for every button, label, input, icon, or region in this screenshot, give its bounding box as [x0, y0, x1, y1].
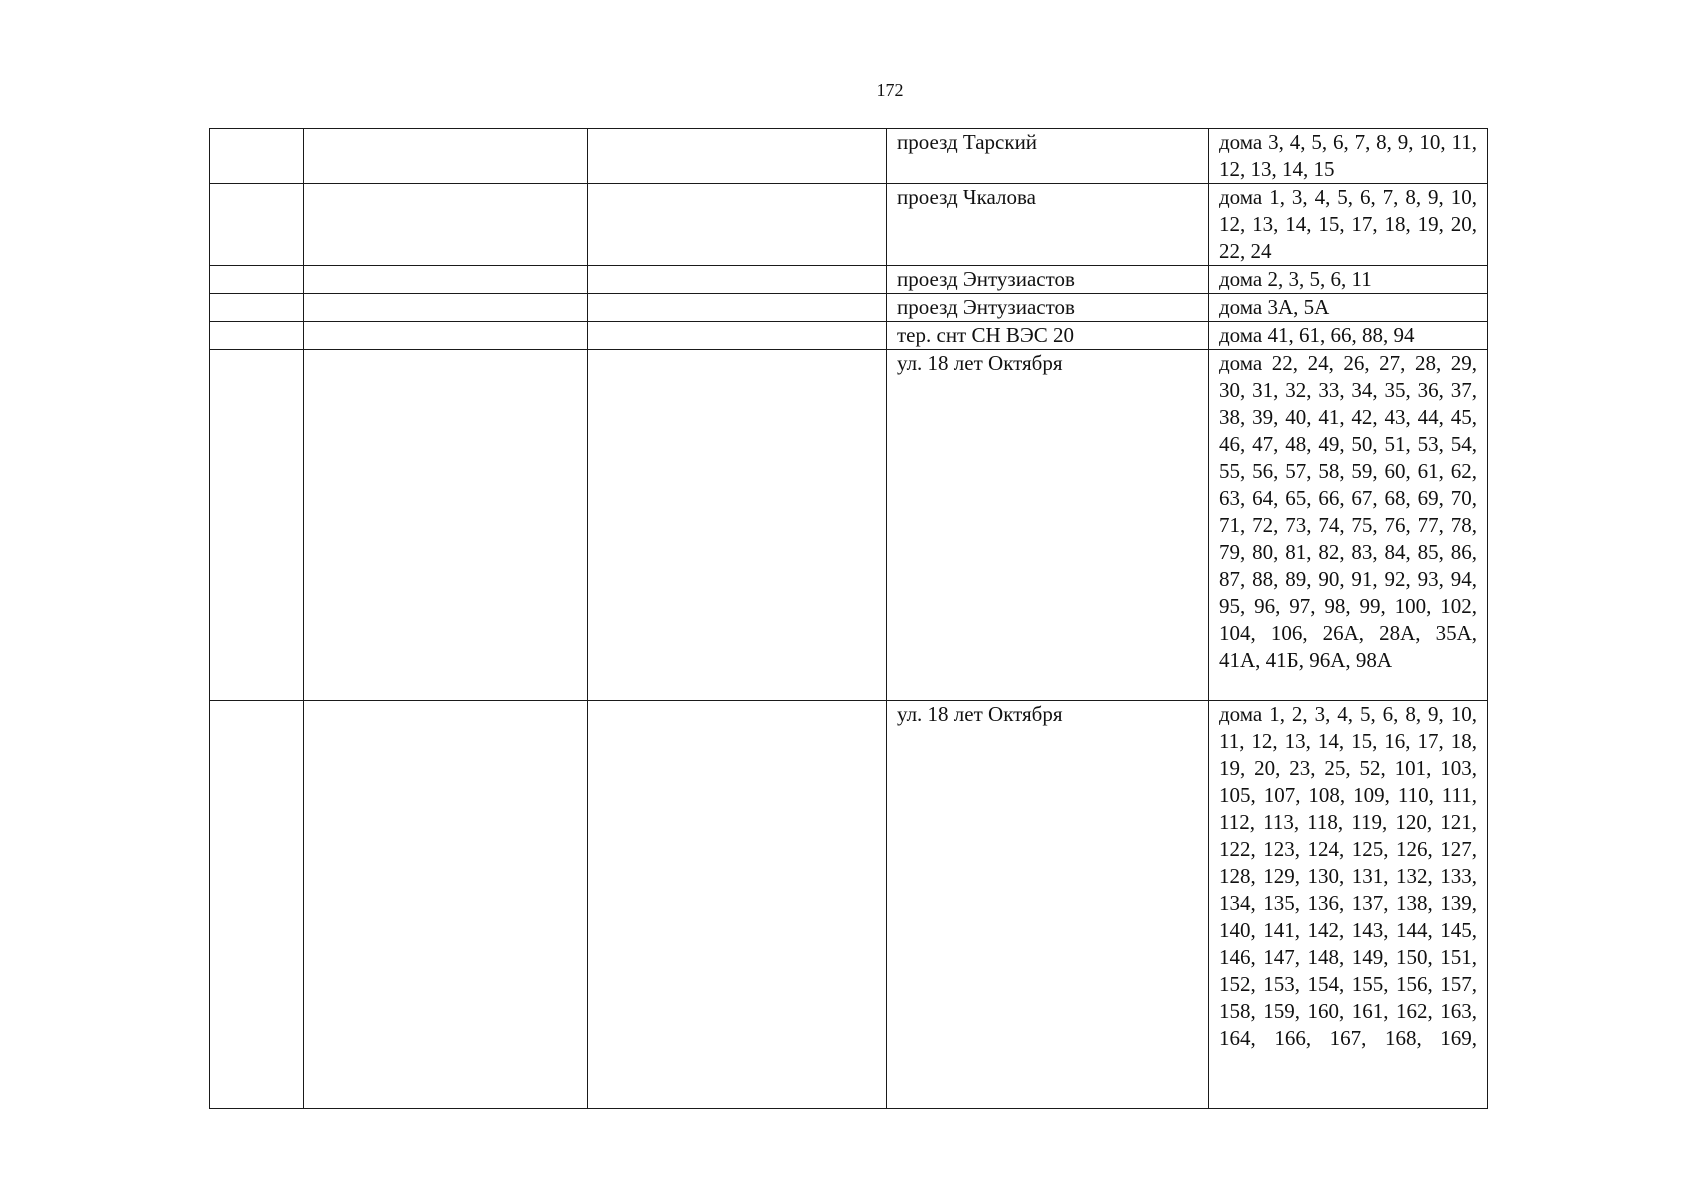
empty-cell [588, 322, 887, 350]
empty-cell [210, 701, 304, 1109]
street-name: проезд Энтузиастов [887, 294, 1209, 322]
street-name: ул. 18 лет Октября [887, 701, 1209, 1109]
house-numbers: дома 3, 4, 5, 6, 7, 8, 9, 10, 11, 12, 13, 14, 15 [1209, 129, 1488, 184]
empty-cell [304, 701, 588, 1109]
address-table [209, 128, 1488, 1109]
street-name: тер. снт СН ВЭС 20 [887, 322, 1209, 350]
empty-cell [588, 294, 887, 322]
table-row [210, 129, 1488, 184]
page-number: 172 [876, 80, 904, 100]
empty-cell [210, 350, 304, 701]
empty-cell [210, 129, 304, 184]
house-numbers: дома 3А, 5А [1209, 294, 1488, 322]
empty-cell [304, 129, 588, 184]
empty-cell [304, 322, 588, 350]
table-row [210, 701, 1488, 1109]
table-row [210, 266, 1488, 294]
house-numbers: дома 41, 61, 66, 88, 94 [1209, 322, 1488, 350]
table-row [210, 294, 1488, 322]
street-name: ул. 18 лет Октября [887, 350, 1209, 701]
empty-cell [210, 266, 304, 294]
empty-cell [304, 294, 588, 322]
empty-cell [304, 266, 588, 294]
house-numbers: дома 22, 24, 26, 27, 28, 29, 30, 31, 32, 33, 34, 35, 36, 37, 38, 39, 40, 41, 42, 43, 44, 45, 46, 47, 48, 49, 50, 51, 53, 54, 55, 56, 57, 58, 59, 60, 61, 62, 63, 64, 65, 66, 67, 68, 69, 70, 71, 72, 73, 74, 75, 76, 77, 78, 79, 80, 81, 82, 83, 84, 85, 86, 87, 88, 89, 90, 91, 92, 93, 94, 95, 96, 97, 98, 99, 100, 102, 104, 106, 26А, 28А, 35А, 41А, 41Б, 96А, 98А [1209, 350, 1488, 701]
empty-cell [588, 266, 887, 294]
table-row [210, 184, 1488, 266]
empty-cell [210, 184, 304, 266]
empty-cell [210, 294, 304, 322]
table-row [210, 350, 1488, 701]
street-name: проезд Чкалова [887, 184, 1209, 266]
empty-cell [588, 129, 887, 184]
empty-cell [210, 322, 304, 350]
empty-cell [588, 701, 887, 1109]
empty-cell [304, 184, 588, 266]
empty-cell [304, 350, 588, 701]
street-name: проезд Энтузиастов [887, 266, 1209, 294]
street-name: проезд Тарский [887, 129, 1209, 184]
table-row [210, 322, 1488, 350]
house-numbers: дома 1, 3, 4, 5, 6, 7, 8, 9, 10, 12, 13, 14, 15, 17, 18, 19, 20, 22, 24 [1209, 184, 1488, 266]
empty-cell [588, 184, 887, 266]
house-numbers: дома 2, 3, 5, 6, 11 [1209, 266, 1488, 294]
house-numbers: дома 1, 2, 3, 4, 5, 6, 8, 9, 10, 11, 12, 13, 14, 15, 16, 17, 18, 19, 20, 23, 25, 52, 101, 103, 105, 107, 108, 109, 110, 111, 112, 113, 118, 119, 120, 121, 122, 123, 124, 125, 126, 127, 128, 129, 130, 131, 132, 133, 134, 135, 136, 137, 138, 139, 140, 141, 142, 143, 144, 145, 146, 147, 148, 149, 150, 151, 152, 153, 154, 155, 156, 157, 158, 159, 160, 161, 162, 163, 164, 166, 167, 168, 169, [1209, 701, 1488, 1109]
address-table-wrapper [209, 128, 1488, 1109]
empty-cell [588, 350, 887, 701]
